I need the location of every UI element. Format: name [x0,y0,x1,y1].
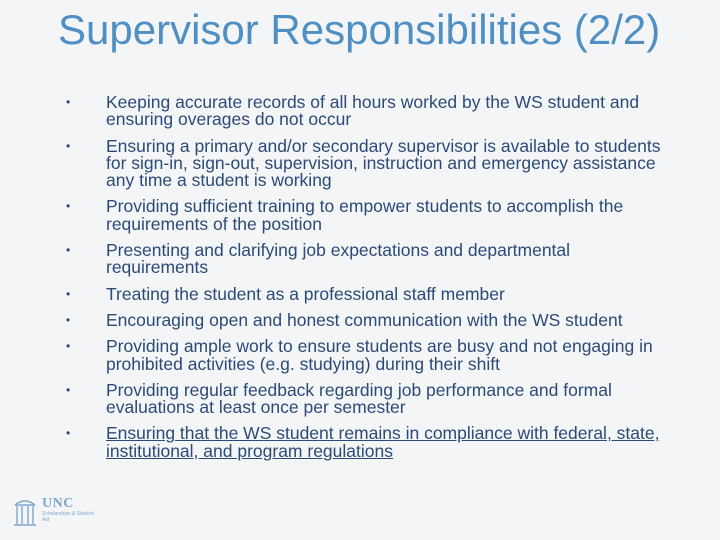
bullet-marker: • [66,243,71,258]
unc-logo [12,496,92,530]
bullet-text: Keeping accurate records of all hours worked by the WS student and ensuring overages do not occur [106,92,640,130]
logo-name: UNC [42,496,74,511]
list-item [60,309,670,330]
bullet-marker: • [66,426,71,441]
bullet-text: Providing ample work to ensure students are busy and not engaging in prohibited activities (e.g. studying) during their shift [106,336,653,374]
list-item [60,283,670,304]
bullet-text: Encouraging open and honest communication with the WS student [106,309,623,330]
bullet-marker: • [66,95,71,109]
list-item [60,135,670,191]
bullet-text: Providing regular feedback regarding job performance and formal evaluations at least once per semester [106,379,612,418]
bullet-marker: • [66,138,71,153]
bullet-text: Ensuring a primary and/or secondary supervisor is available to students for sign-in, sign-out, supervision, instruction and emergency assistance any time a student is working [106,135,661,191]
list-item [60,338,670,373]
list-item [60,198,670,233]
bullet-link-text[interactable]: Ensuring that the WS student remains in compliance with federal, state, institutional, and program regulations [106,423,660,461]
bullet-text: Presenting and clarifying job expectations and departmental requirements [106,240,571,278]
list-item [60,94,670,129]
bullet-list [60,94,670,469]
bullet-marker: • [66,199,71,214]
logo-subtitle: Scholarships & Student Aid [42,511,94,523]
slide-title: Supervisor Responsibilities (2/2) [58,6,661,53]
old-well-icon [12,496,38,528]
bullet-marker: • [66,339,71,354]
list-item [60,242,670,277]
bullet-marker: • [66,382,71,397]
bullet-marker: • [66,286,71,301]
list-item [60,379,670,418]
bullet-text: Treating the student as a professional staff member [106,283,505,304]
list-item[interactable] [60,425,670,460]
bullet-marker: • [66,312,71,327]
bullet-text: Providing sufficient training to empower students to accomplish the requirements of the position [106,196,624,234]
